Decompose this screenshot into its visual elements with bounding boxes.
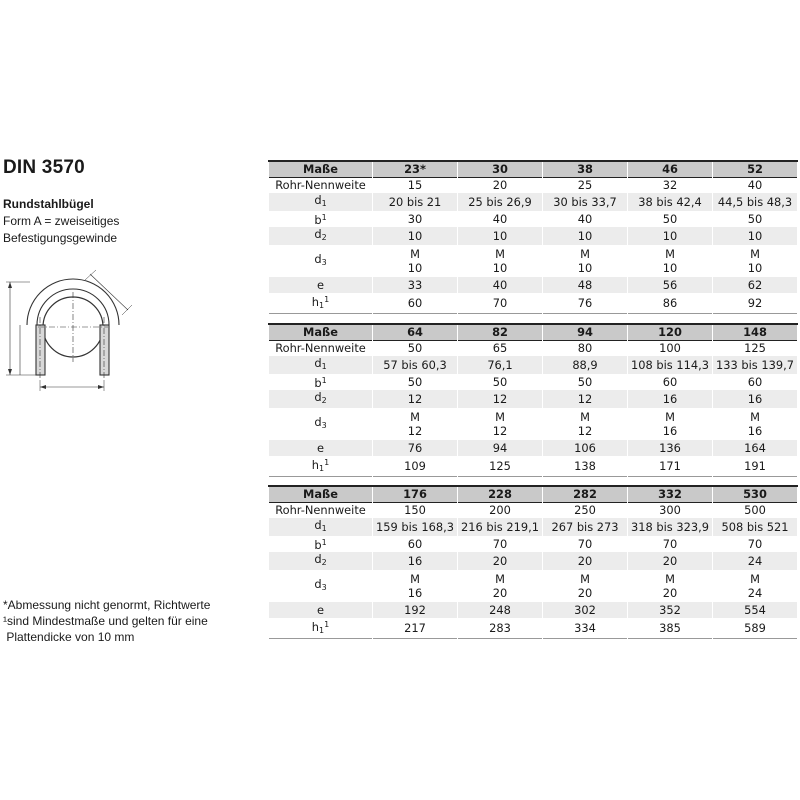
- cell: 250: [543, 502, 628, 518]
- cell: 508 bis 521: [713, 518, 798, 536]
- size-header: 46: [628, 161, 713, 177]
- row-label: $d_3$: [269, 245, 373, 277]
- table-header-row: [269, 161, 798, 177]
- row-label: e: [269, 602, 373, 618]
- cell: 192: [373, 602, 458, 618]
- cell: 76: [543, 293, 628, 314]
- product-form-detail: Befestigungsgewinde: [3, 231, 118, 245]
- table-row-d1: [269, 518, 798, 536]
- table-row-b: [269, 536, 798, 552]
- header-label: Maße: [269, 486, 373, 502]
- row-label: $d_3$: [269, 570, 373, 602]
- cell: 60: [628, 374, 713, 390]
- row-label: $d_1$: [269, 518, 373, 536]
- cell: 10: [373, 227, 458, 245]
- size-header: 52: [713, 161, 798, 177]
- cell: 60: [373, 536, 458, 552]
- table-row-e: [269, 602, 798, 618]
- cell: M 16: [373, 570, 458, 602]
- size-header: 23*: [373, 161, 458, 177]
- cell: 20: [458, 552, 543, 570]
- cell: M 10: [628, 245, 713, 277]
- size-header: 530: [713, 486, 798, 502]
- cell: 40: [713, 177, 798, 193]
- row-label: $d_2$: [269, 552, 373, 570]
- cell: 554: [713, 602, 798, 618]
- cell: 40: [458, 211, 543, 227]
- dimension-table-2: [268, 323, 798, 477]
- cell: 25 bis 26,9: [458, 193, 543, 211]
- cell: M 10: [543, 245, 628, 277]
- cell: 138: [543, 456, 628, 477]
- cell: 57 bis 60,3: [373, 356, 458, 374]
- cell: 70: [628, 536, 713, 552]
- table-row-h1: [269, 618, 798, 639]
- cell: 50: [543, 374, 628, 390]
- cell: 589: [713, 618, 798, 639]
- cell: 108 bis 114,3: [628, 356, 713, 374]
- size-header: 94: [543, 324, 628, 340]
- row-label: $b^1$: [269, 536, 373, 552]
- product-name: Rundstahlbügel: [3, 197, 94, 211]
- table-row-b: [269, 211, 798, 227]
- cell: 125: [713, 340, 798, 356]
- cell: 164: [713, 440, 798, 456]
- table-row-d3: [269, 245, 798, 277]
- cell: 38 bis 42,4: [628, 193, 713, 211]
- cell: 86: [628, 293, 713, 314]
- cell: 56: [628, 277, 713, 293]
- page-title: DIN 3570: [3, 157, 85, 178]
- cell: M 10: [458, 245, 543, 277]
- footnote-2: ¹sind Mindestmaße und gelten für eine: [3, 614, 208, 628]
- cell: M 12: [458, 408, 543, 440]
- row-label: Rohr-Nennweite: [269, 502, 373, 518]
- table-row-b: [269, 374, 798, 390]
- cell: 12: [543, 390, 628, 408]
- table-row-d2: [269, 390, 798, 408]
- cell: 171: [628, 456, 713, 477]
- cell: 248: [458, 602, 543, 618]
- u-bolt-left-leg: [36, 325, 45, 375]
- cell: 318 bis 323,9: [628, 518, 713, 536]
- table-row-nominal: [269, 177, 798, 193]
- u-bolt-drawing: [0, 262, 135, 402]
- cell: 80: [543, 340, 628, 356]
- table-row-d1: [269, 193, 798, 211]
- footnote-1: *Abmessung nicht genormt, Richtwerte: [3, 598, 211, 612]
- product-description: [3, 196, 253, 247]
- cell: 125: [458, 456, 543, 477]
- cell: 92: [713, 293, 798, 314]
- cell: 16: [373, 552, 458, 570]
- row-label: $h_1^1$: [269, 618, 373, 639]
- cell: 133 bis 139,7: [713, 356, 798, 374]
- cell: 216 bis 219,1: [458, 518, 543, 536]
- row-label: Rohr-Nennweite: [269, 340, 373, 356]
- cell: 20: [458, 177, 543, 193]
- cell: 191: [713, 456, 798, 477]
- cell: 60: [713, 374, 798, 390]
- dimension-table-1: [268, 160, 798, 314]
- cell: 50: [458, 374, 543, 390]
- row-label: $d_1$: [269, 356, 373, 374]
- cell: 267 bis 273: [543, 518, 628, 536]
- cell: 50: [628, 211, 713, 227]
- row-label: $b^1$: [269, 374, 373, 390]
- cell: 30: [373, 211, 458, 227]
- cell: 33: [373, 277, 458, 293]
- table-row-d3: [269, 408, 798, 440]
- table-row-e: [269, 277, 798, 293]
- cell: M 12: [543, 408, 628, 440]
- cell: M 20: [543, 570, 628, 602]
- cell: 10: [458, 227, 543, 245]
- row-label: $d_2$: [269, 390, 373, 408]
- table-row-d2: [269, 552, 798, 570]
- size-header: 148: [713, 324, 798, 340]
- header-label: Maße: [269, 324, 373, 340]
- cell: 40: [543, 211, 628, 227]
- size-header: 282: [543, 486, 628, 502]
- cell: 48: [543, 277, 628, 293]
- cell: 300: [628, 502, 713, 518]
- cell: 70: [458, 536, 543, 552]
- cell: 100: [628, 340, 713, 356]
- size-header: 228: [458, 486, 543, 502]
- row-label: $d_3$: [269, 408, 373, 440]
- cell: 40: [458, 277, 543, 293]
- table-header-row: [269, 486, 798, 502]
- cell: 302: [543, 602, 628, 618]
- cell: 159 bis 168,3: [373, 518, 458, 536]
- size-header: 64: [373, 324, 458, 340]
- table-row-d3: [269, 570, 798, 602]
- cell: 136: [628, 440, 713, 456]
- row-label: $d_1$: [269, 193, 373, 211]
- cell: 25: [543, 177, 628, 193]
- cell: 20 bis 21: [373, 193, 458, 211]
- cell: 16: [713, 390, 798, 408]
- cell: 12: [458, 390, 543, 408]
- cell: 65: [458, 340, 543, 356]
- cell: M 12: [373, 408, 458, 440]
- cell: 334: [543, 618, 628, 639]
- cell: 15: [373, 177, 458, 193]
- cell: 12: [373, 390, 458, 408]
- row-label: $h_1^1$: [269, 293, 373, 314]
- size-header: 38: [543, 161, 628, 177]
- cell: 30 bis 33,7: [543, 193, 628, 211]
- size-header: 82: [458, 324, 543, 340]
- row-label: $d_2$: [269, 227, 373, 245]
- table-row-d2: [269, 227, 798, 245]
- cell: 20: [628, 552, 713, 570]
- table-row-h1: [269, 293, 798, 314]
- size-header: 176: [373, 486, 458, 502]
- cell: 10: [713, 227, 798, 245]
- product-form: Form A = zweiseitiges: [3, 214, 120, 228]
- cell: 70: [543, 536, 628, 552]
- row-label: $h_1^1$: [269, 456, 373, 477]
- cell: 88,9: [543, 356, 628, 374]
- footnotes: [3, 597, 263, 645]
- cell: 76,1: [458, 356, 543, 374]
- footnote-3: Plattendicke von 10 mm: [3, 630, 135, 644]
- cell: 50: [373, 374, 458, 390]
- table-row-d1: [269, 356, 798, 374]
- cell: 50: [713, 211, 798, 227]
- cell: 16: [628, 390, 713, 408]
- header-label: Maße: [269, 161, 373, 177]
- cell: 60: [373, 293, 458, 314]
- table-header-row: [269, 324, 798, 340]
- cell: M 24: [713, 570, 798, 602]
- cell: 20: [543, 552, 628, 570]
- size-header: 120: [628, 324, 713, 340]
- row-label: e: [269, 440, 373, 456]
- cell: M 20: [458, 570, 543, 602]
- cell: M 10: [713, 245, 798, 277]
- cell: 50: [373, 340, 458, 356]
- table-row-h1: [269, 456, 798, 477]
- cell: 352: [628, 602, 713, 618]
- row-label: Rohr-Nennweite: [269, 177, 373, 193]
- cell: 109: [373, 456, 458, 477]
- cell: 76: [373, 440, 458, 456]
- cell: M 16: [713, 408, 798, 440]
- cell: 70: [458, 293, 543, 314]
- dimension-table-3: [268, 485, 798, 639]
- size-header: 332: [628, 486, 713, 502]
- row-label: $b^1$: [269, 211, 373, 227]
- cell: 32: [628, 177, 713, 193]
- cell: 283: [458, 618, 543, 639]
- size-header: 30: [458, 161, 543, 177]
- cell: M 16: [628, 408, 713, 440]
- u-bolt-right-leg: [100, 325, 109, 375]
- cell: 200: [458, 502, 543, 518]
- cell: 10: [543, 227, 628, 245]
- cell: 385: [628, 618, 713, 639]
- cell: M 10: [373, 245, 458, 277]
- cell: 106: [543, 440, 628, 456]
- cell: 24: [713, 552, 798, 570]
- table-row-nominal: [269, 502, 798, 518]
- cell: 10: [628, 227, 713, 245]
- cell: 70: [713, 536, 798, 552]
- cell: M 20: [628, 570, 713, 602]
- cell: 150: [373, 502, 458, 518]
- cell: 62: [713, 277, 798, 293]
- cell: 44,5 bis 48,3: [713, 193, 798, 211]
- cell: 94: [458, 440, 543, 456]
- table-row-e: [269, 440, 798, 456]
- cell: 217: [373, 618, 458, 639]
- row-label: e: [269, 277, 373, 293]
- table-row-nominal: [269, 340, 798, 356]
- cell: 500: [713, 502, 798, 518]
